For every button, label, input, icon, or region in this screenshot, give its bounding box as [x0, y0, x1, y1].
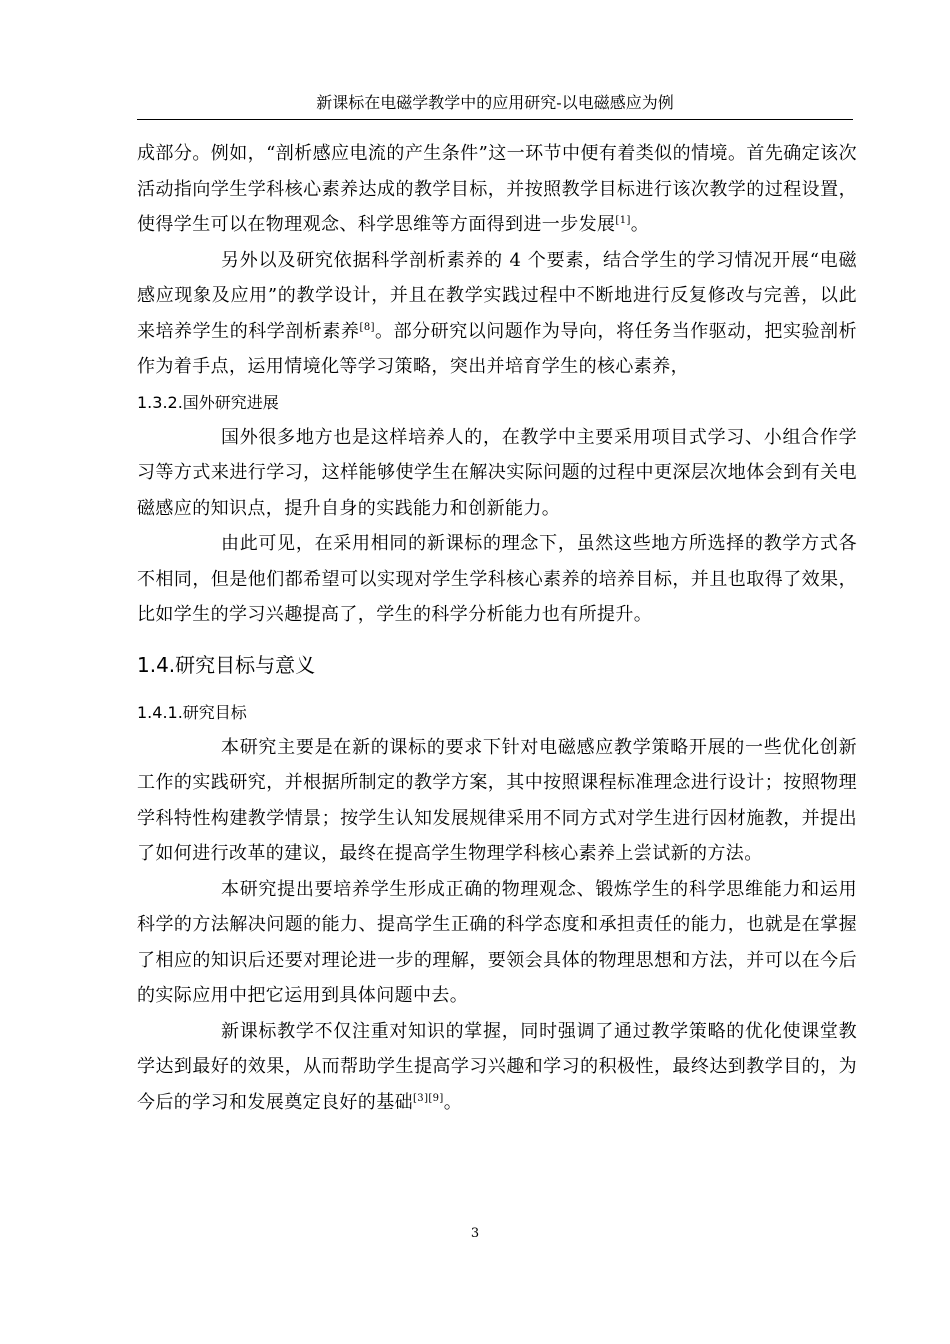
paragraph-1: [137, 136, 857, 243]
citation-1: [1]: [615, 215, 631, 226]
paragraph-1-tail: 。: [630, 214, 650, 235]
page-content: [137, 136, 857, 1120]
citation-8: [8]: [359, 321, 375, 333]
paragraph-5: 本研究主要是在新的课标的要求下针对电磁感应教学策略开展的一些优化创新工作的实践研究，并根据所制定的教学方案，其中按照课程标准理念进行设计；按照物理学科特性构建教学情景；按学生认知发展规律采用不同方式对学生进行因材施教，并提出了如何进行改革的建议，最终在提高学生物理学科核心素养上尝试新的方法。: [137, 736, 857, 864]
section-heading-1-4: 1.4.研究目标与意义: [137, 652, 316, 677]
paragraph-6: 本研究提出要培养学生形成正确的物理观念、锻炼学生的科学思维能力和运用科学的方法解决问题的能力、提高学生正确的科学态度和承担责任的能力，也就是在掌握了相应的知识后还要对理论进一步的理解，要领会具体的物理思想和方法，并可以在今后的实际应用中把它运用到具体问题中去。: [137, 878, 857, 1006]
paragraph-2: [137, 243, 857, 385]
paragraph-2-tail: 。部分研究以问题作为导向，将任务当作驱动，把实验剖析作为着手点，运用情境化等学习策略，突出并培育学生的核心素养，: [137, 320, 857, 377]
section-heading-1-3-2: 1.3.2.国外研究进展: [137, 392, 279, 412]
running-header: 新课标在电磁学教学中的应用研究-以电磁感应为例: [137, 92, 853, 120]
citation-3-9: [3][9]: [413, 1092, 444, 1104]
paragraph-7: [137, 1014, 857, 1121]
page-number: 3: [470, 1226, 480, 1241]
paragraph-2-text: 另外以及研究依据科学剖析素养的 4 个要素，结合学生的学习情况开展“电磁感应现象及应用”的教学设计，并且在教学实践过程中不断地进行反复修改与完善，以此来培养学生的科学剖析素养: [137, 249, 857, 342]
paragraph-4: 由此可见，在采用相同的新课标的理念下，虽然这些地方所选择的教学方式各不相同，但是他们都希望可以实现对学生学科核心素养的培养目标，并且也取得了效果，比如学生的学习兴趣提高了，学生的科学分析能力也有所提升。: [137, 533, 857, 625]
paragraph-1-text: 成部分。例如，“剖析感应电流的产生条件”这一环节中便有着类似的情境。首先确定该次活动指向学生学科核心素养达成的教学目标，并按照教学目标进行该次教学的过程设置，使得学生可以在物理观念、科学思维等方面得到进一步发展: [137, 143, 857, 235]
paragraph-7-tail: 。: [443, 1091, 463, 1113]
paragraph-7-text: 新课标教学不仅注重对知识的掌握，同时强调了通过教学策略的优化使课堂教学达到最好的效果，从而帮助学生提高学习兴趣和学习的积极性，最终达到教学目的，为今后的学习和发展奠定良好的基础: [137, 1020, 857, 1113]
section-heading-1-4-1: 1.4.1.研究目标: [137, 702, 247, 722]
paragraph-3: 国外很多地方也是这样培养人的，在教学中主要采用项目式学习、小组合作学习等方式来进行学习，这样能够使学生在解决实际问题的过程中更深层次地体会到有关电磁感应的知识点，提升自身的实践能力和创新能力。: [137, 426, 857, 519]
